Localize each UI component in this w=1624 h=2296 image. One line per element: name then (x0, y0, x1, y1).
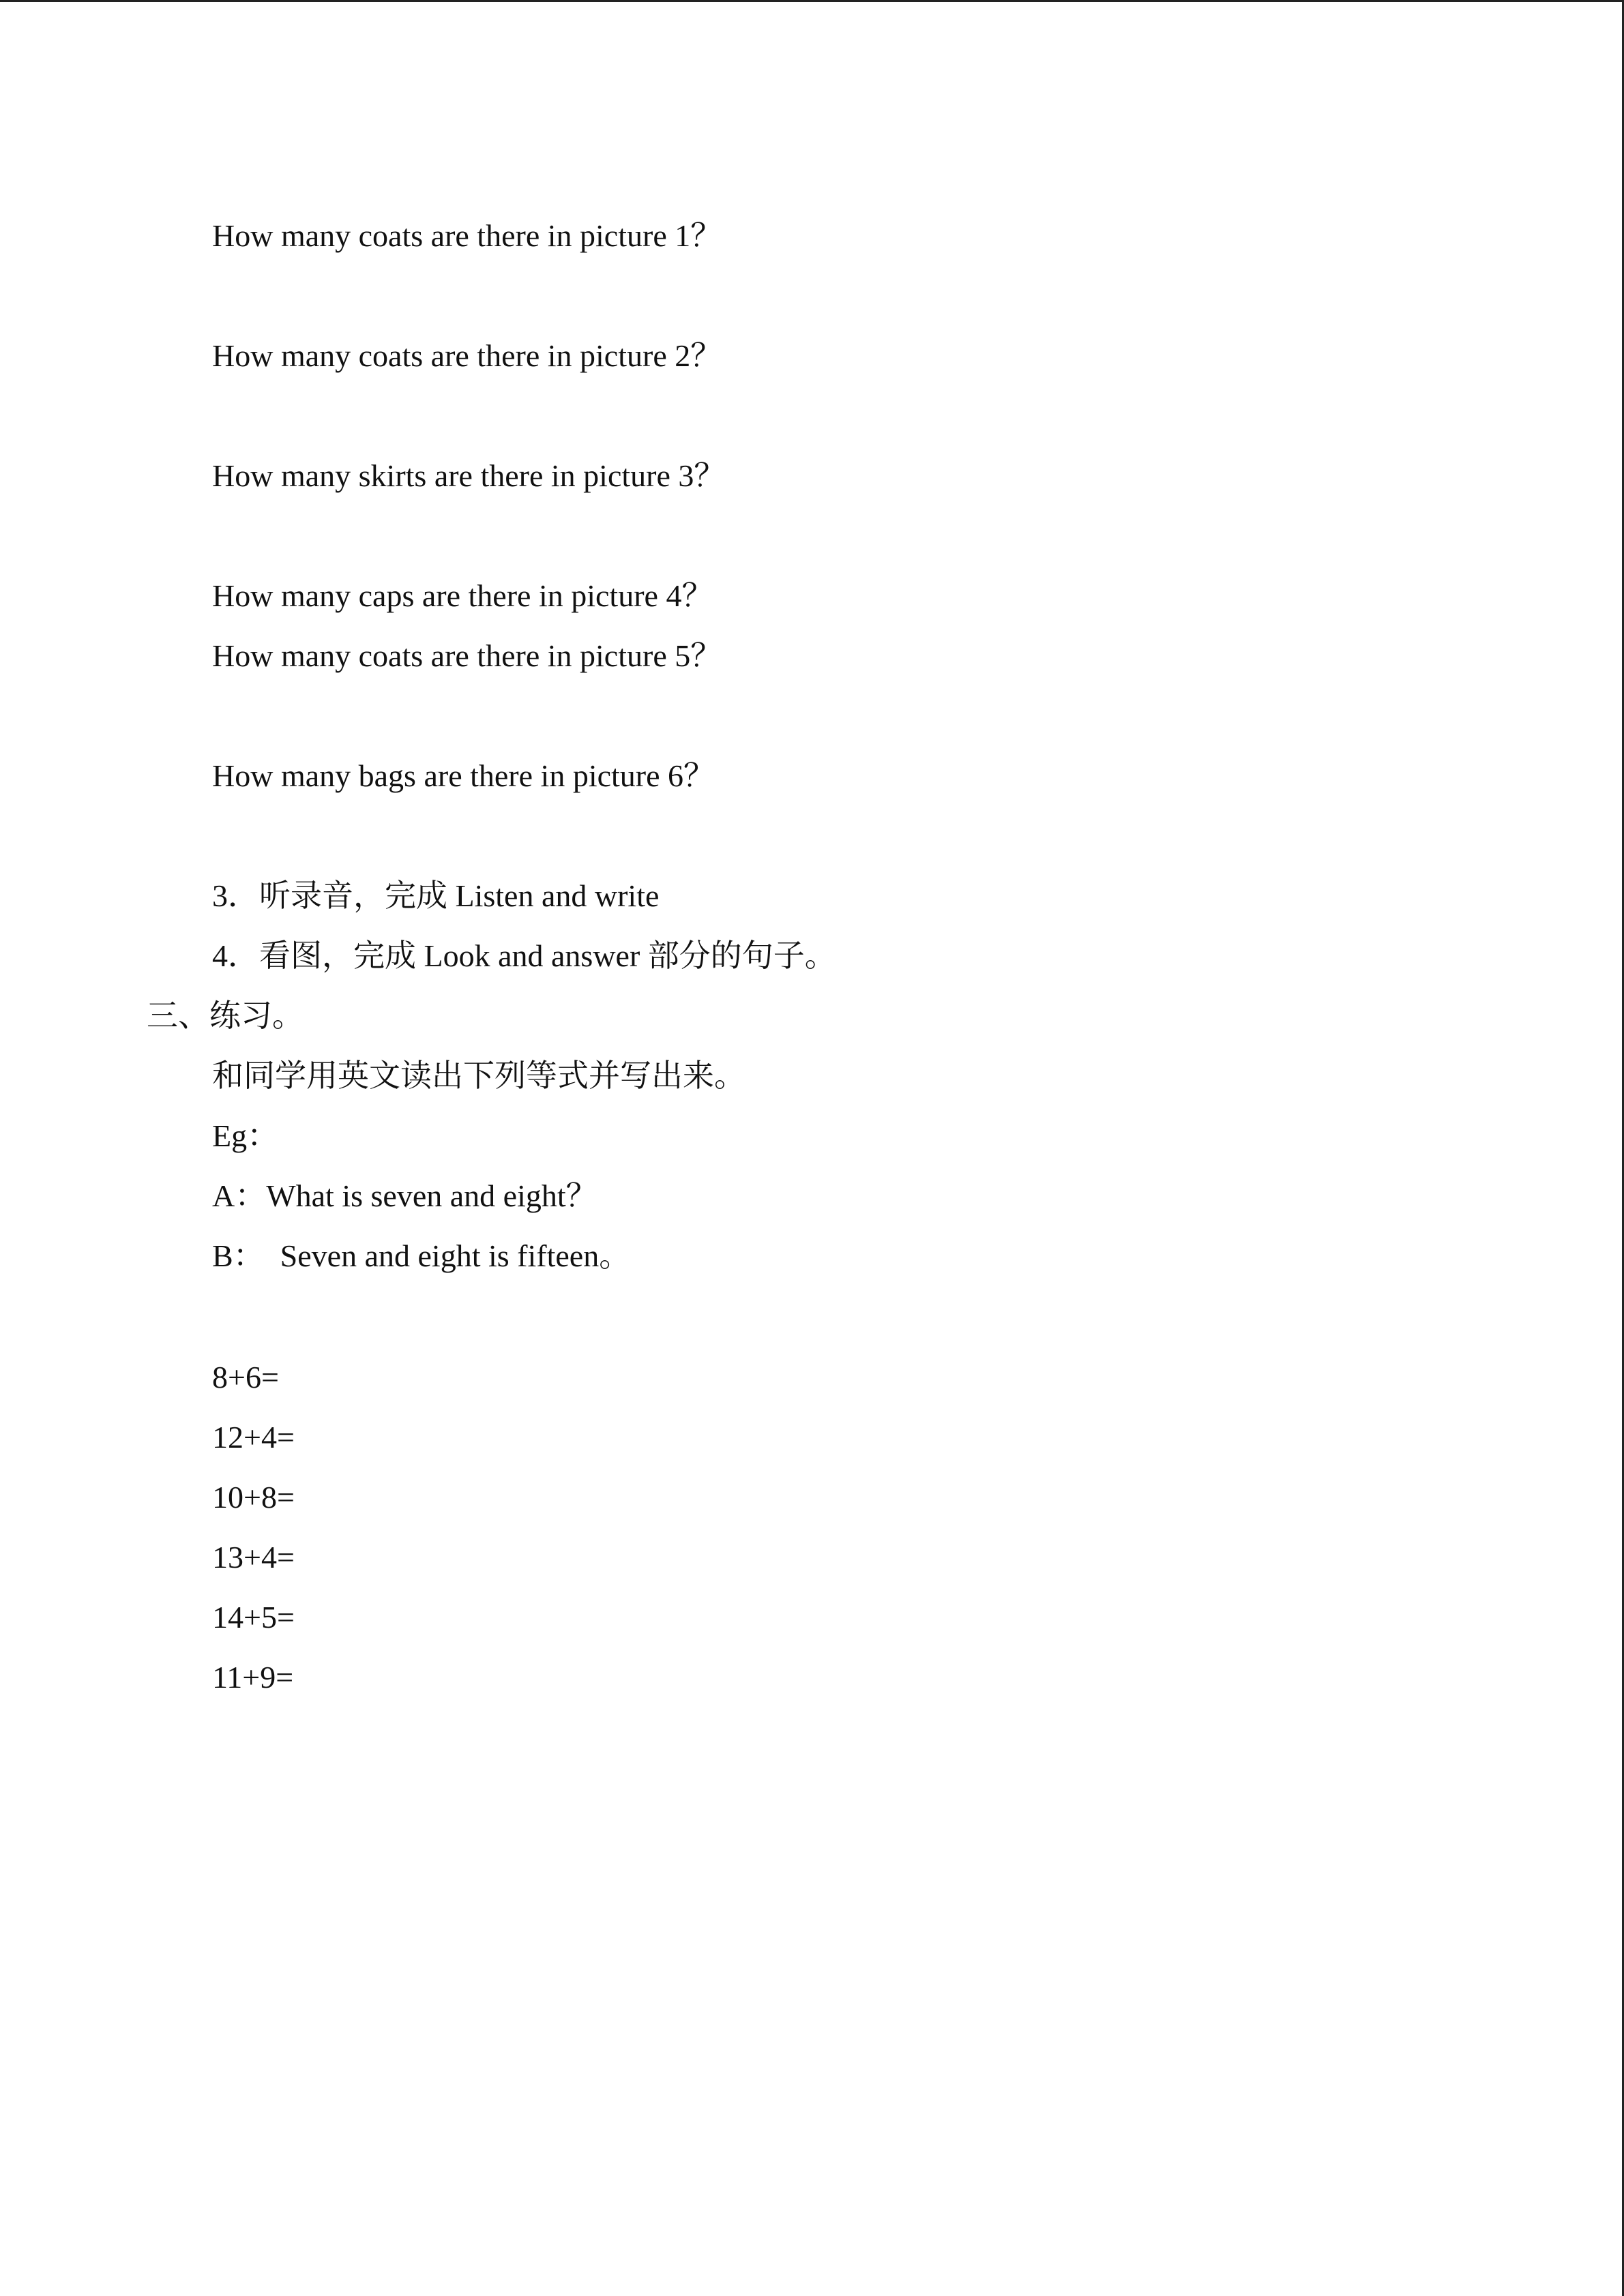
question-4: How many caps are there in picture 4？ (212, 578, 713, 613)
question-2: How many coats are there in picture 2？ (212, 338, 722, 373)
equation-2: 12+4= (212, 1420, 295, 1455)
example-line-b: B： Seven and eight is fifteen。 (212, 1238, 631, 1273)
question-6: How many bags are there in picture 6？ (212, 758, 715, 793)
instruction: 和同学用英文读出下列等式并写出来。 (212, 1058, 745, 1093)
section-heading: 三、练习。 (147, 998, 304, 1033)
example-label: Eg： (212, 1118, 279, 1153)
equation-1: 8+6= (212, 1360, 279, 1395)
step-3: 3．听录音，完成 Listen and write (212, 878, 660, 913)
equation-5: 14+5= (212, 1600, 295, 1635)
page-border-top (0, 0, 1624, 2)
equation-4: 13+4= (212, 1540, 295, 1575)
question-3: How many skirts are there in picture 3？ (212, 458, 726, 493)
equation-3: 10+8= (212, 1480, 295, 1515)
step-4: 4．看图，完成 Look and answer 部分的句子。 (212, 938, 836, 973)
question-1: How many coats are there in picture 1？ (212, 218, 722, 253)
question-5: How many coats are there in picture 5？ (212, 638, 722, 673)
equation-6: 11+9= (212, 1660, 294, 1695)
example-line-a: A：What is seven and eight？ (212, 1178, 597, 1213)
